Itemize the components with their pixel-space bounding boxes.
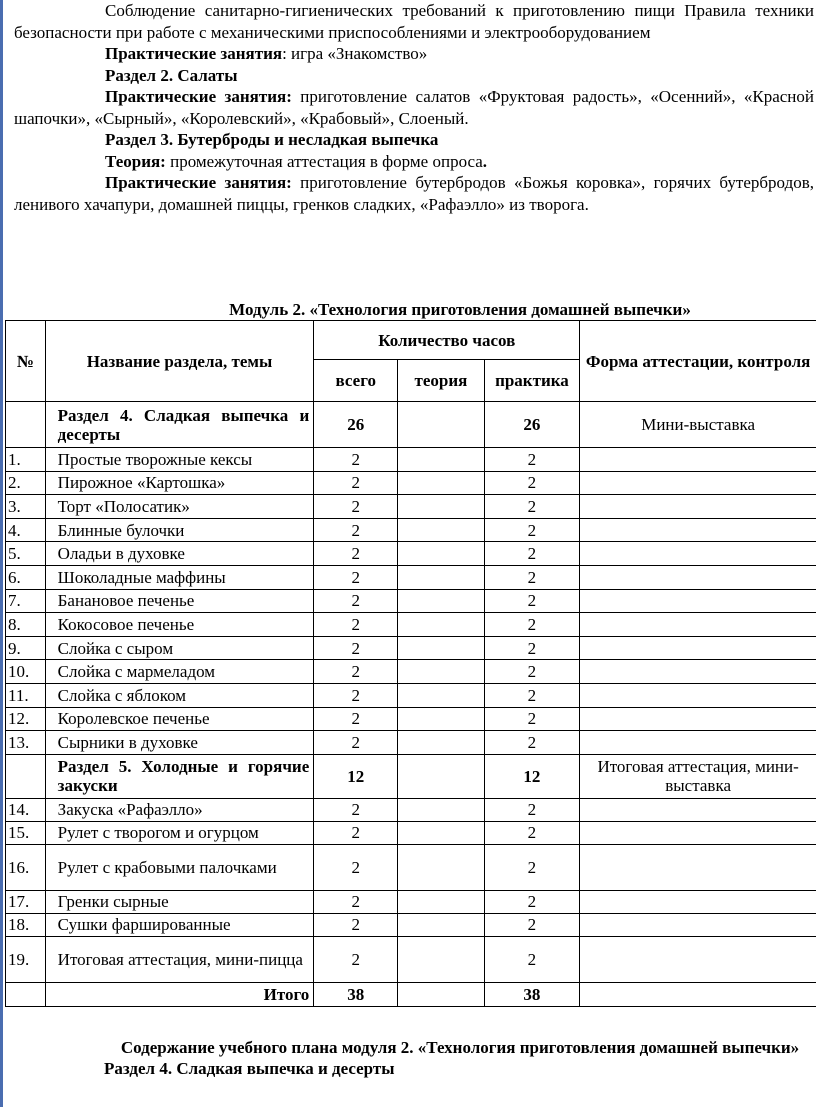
module-title: Модуль 2. «Технология приготовления домашней выпечки» (229, 300, 691, 319)
intro-practice-3: Практические занятия: приготовление бутербродов «Божья коровка», горячих бутербродов, ленивого хачапури, домашней пиццы, гренков сладких, «Рафаэлло» из творога. (14, 173, 814, 214)
row-form (580, 683, 816, 707)
table-row (6, 844, 816, 890)
row-practice-hours: 2 (484, 936, 580, 982)
table-row (6, 707, 816, 731)
row-topic: Итоговая аттестация, мини-пицца (45, 936, 314, 982)
plan-content-heading (0, 1037, 816, 1079)
row-number: 17. (6, 890, 46, 913)
row-theory-hours (398, 821, 484, 844)
row-topic: Кокосовое печенье (45, 613, 314, 637)
intro-practice-2: Практические занятия: приготовление салатов «Фруктовая радость», «Осенний», «Красной шапочки», «Сырный», «Королевский», «Крабовый», Слоеный. (14, 87, 814, 128)
row-total-hours: 2 (314, 731, 398, 755)
table-header-row (6, 321, 816, 360)
row-form (580, 613, 816, 637)
section-5-title: Раздел 5. Холодные и горячие закуски (45, 754, 314, 798)
row-theory-hours (398, 683, 484, 707)
row-number: 14. (6, 798, 46, 821)
section-5-form: Итоговая аттестация, мини-выставка (580, 754, 816, 798)
cell-number (6, 982, 46, 1006)
header-practice: практика (484, 360, 580, 402)
row-topic: Слойка с яблоком (45, 683, 314, 707)
row-number: 5. (6, 542, 46, 566)
row-practice-hours: 2 (484, 890, 580, 913)
cell-number (6, 402, 46, 448)
row-number: 3. (6, 495, 46, 519)
row-total-hours: 2 (314, 890, 398, 913)
row-practice-hours: 2 (484, 683, 580, 707)
row-practice-hours: 2 (484, 565, 580, 589)
row-total-hours: 2 (314, 471, 398, 495)
table-row (6, 798, 816, 821)
row-theory-hours (398, 936, 484, 982)
row-practice-hours: 2 (484, 821, 580, 844)
row-form (580, 518, 816, 542)
row-topic: Рулет с творогом и огурцом (45, 821, 314, 844)
row-practice-hours: 2 (484, 707, 580, 731)
row-theory-hours (398, 589, 484, 613)
row-total-hours: 2 (314, 565, 398, 589)
table-row (6, 913, 816, 936)
row-form (580, 821, 816, 844)
row-practice-hours: 2 (484, 913, 580, 936)
row-form (580, 589, 816, 613)
row-practice-hours: 2 (484, 660, 580, 684)
section-5-total: 12 (314, 754, 398, 798)
row-number: 12. (6, 707, 46, 731)
row-theory-hours (398, 707, 484, 731)
row-number: 13. (6, 731, 46, 755)
row-total-hours: 2 (314, 613, 398, 637)
section-5-practice: 12 (484, 754, 580, 798)
row-total-hours: 2 (314, 660, 398, 684)
row-number: 2. (6, 471, 46, 495)
row-form (580, 660, 816, 684)
header-form: Форма аттестации, контроля (580, 321, 816, 402)
table-row (6, 731, 816, 755)
curriculum-table (5, 320, 816, 1007)
total-hours: 38 (314, 982, 398, 1006)
row-practice-hours: 2 (484, 613, 580, 637)
header-total: всего (314, 360, 398, 402)
table-row (6, 890, 816, 913)
section-4-practice: 26 (484, 402, 580, 448)
row-practice-hours: 2 (484, 518, 580, 542)
row-practice-hours: 2 (484, 471, 580, 495)
row-number: 1. (6, 448, 46, 472)
row-total-hours: 2 (314, 844, 398, 890)
row-topic: Простые творожные кексы (45, 448, 314, 472)
section-4-total: 26 (314, 402, 398, 448)
row-total-hours: 2 (314, 448, 398, 472)
row-topic: Банановое печенье (45, 589, 314, 613)
intro-practice-1: Практические занятия: игра «Знакомство» (105, 44, 428, 63)
intro-paragraph-sanitary: Соблюдение санитарно-гигиенических требований к приготовлению пищи Правила техники безопасности при работе с механическими приспособлениями и электрооборудованием (14, 1, 814, 42)
section-4-theory (398, 402, 484, 448)
table-row (6, 471, 816, 495)
total-row (6, 982, 816, 1006)
section-4-form: Мини-выставка (580, 402, 816, 448)
row-theory-hours (398, 495, 484, 519)
row-topic: Королевское печенье (45, 707, 314, 731)
row-topic: Блинные булочки (45, 518, 314, 542)
header-hours: Количество часов (314, 321, 580, 360)
row-practice-hours: 2 (484, 448, 580, 472)
row-form (580, 565, 816, 589)
header-theory: теория (398, 360, 484, 402)
row-topic: Сушки фаршированные (45, 913, 314, 936)
section-5-theory (398, 754, 484, 798)
table-row (6, 936, 816, 982)
row-theory-hours (398, 798, 484, 821)
row-theory-hours (398, 565, 484, 589)
cell-number (6, 754, 46, 798)
table-row (6, 821, 816, 844)
total-label: Итого (45, 982, 314, 1006)
row-practice-hours: 2 (484, 798, 580, 821)
row-total-hours: 2 (314, 589, 398, 613)
row-theory-hours (398, 448, 484, 472)
header-number: № (6, 321, 46, 402)
row-total-hours: 2 (314, 636, 398, 660)
table-row (6, 448, 816, 472)
row-theory-hours (398, 542, 484, 566)
row-number: 7. (6, 589, 46, 613)
row-practice-hours: 2 (484, 844, 580, 890)
row-total-hours: 2 (314, 683, 398, 707)
row-form (580, 844, 816, 890)
row-topic: Пирожное «Картошка» (45, 471, 314, 495)
row-number: 9. (6, 636, 46, 660)
row-form (580, 798, 816, 821)
plan-content-title: Содержание учебного плана модуля 2. «Технология приготовления домашней выпечки» (120, 1038, 800, 1057)
row-form (580, 707, 816, 731)
row-total-hours: 2 (314, 518, 398, 542)
table-row (6, 542, 816, 566)
row-form (580, 913, 816, 936)
table-row (6, 636, 816, 660)
table-row (6, 589, 816, 613)
intro-section-2-heading: Раздел 2. Салаты (105, 65, 238, 85)
row-form (580, 890, 816, 913)
row-form (580, 542, 816, 566)
row-theory-hours (398, 518, 484, 542)
table-row (6, 518, 816, 542)
row-number: 10. (6, 660, 46, 684)
row-number: 11. (6, 683, 46, 707)
table-row (6, 565, 816, 589)
row-practice-hours: 2 (484, 636, 580, 660)
section-4-title: Раздел 4. Сладкая выпечка и десерты (45, 402, 314, 448)
row-number: 15. (6, 821, 46, 844)
row-form (580, 636, 816, 660)
row-theory-hours (398, 913, 484, 936)
total-theory (398, 982, 484, 1006)
row-theory-hours (398, 636, 484, 660)
row-number: 8. (6, 613, 46, 637)
row-total-hours: 2 (314, 495, 398, 519)
row-topic: Слойка с сыром (45, 636, 314, 660)
row-form (580, 495, 816, 519)
row-number: 19. (6, 936, 46, 982)
row-theory-hours (398, 731, 484, 755)
total-form (580, 982, 816, 1006)
row-number: 16. (6, 844, 46, 890)
row-practice-hours: 2 (484, 495, 580, 519)
row-topic: Шоколадные маффины (45, 565, 314, 589)
intro-section-3-heading: Раздел 3. Бутерброды и несладкая выпечка (105, 130, 439, 149)
intro-text (14, 0, 814, 215)
row-number: 4. (6, 518, 46, 542)
row-practice-hours: 2 (484, 589, 580, 613)
left-margin-bar (0, 0, 3, 1107)
table-row (6, 660, 816, 684)
row-total-hours: 2 (314, 798, 398, 821)
row-topic: Гренки сырные (45, 890, 314, 913)
row-total-hours: 2 (314, 542, 398, 566)
row-form (580, 731, 816, 755)
row-form (580, 936, 816, 982)
row-form (580, 471, 816, 495)
row-topic: Рулет с крабовыми палочками (45, 844, 314, 890)
row-topic: Торт «Полосатик» (45, 495, 314, 519)
row-total-hours: 2 (314, 821, 398, 844)
row-theory-hours (398, 471, 484, 495)
row-topic: Сырники в духовке (45, 731, 314, 755)
row-total-hours: 2 (314, 707, 398, 731)
row-number: 6. (6, 565, 46, 589)
row-number: 18. (6, 913, 46, 936)
table-row (6, 613, 816, 637)
row-total-hours: 2 (314, 913, 398, 936)
table-row (6, 683, 816, 707)
section-4-row (6, 402, 816, 448)
row-theory-hours (398, 660, 484, 684)
total-practice: 38 (484, 982, 580, 1006)
row-practice-hours: 2 (484, 542, 580, 566)
intro-theory: Теория: промежуточная аттестация в форме опроса. (105, 151, 488, 171)
row-topic: Слойка с мармеладом (45, 660, 314, 684)
plan-content-section: Раздел 4. Сладкая выпечка и десерты (104, 1059, 395, 1078)
row-theory-hours (398, 613, 484, 637)
table-row (6, 495, 816, 519)
row-practice-hours: 2 (484, 731, 580, 755)
row-topic: Закуска «Рафаэлло» (45, 798, 314, 821)
row-topic: Оладьи в духовке (45, 542, 314, 566)
section-5-row (6, 754, 816, 798)
header-title: Название раздела, темы (45, 321, 314, 402)
row-total-hours: 2 (314, 936, 398, 982)
row-theory-hours (398, 844, 484, 890)
row-form (580, 448, 816, 472)
row-theory-hours (398, 890, 484, 913)
